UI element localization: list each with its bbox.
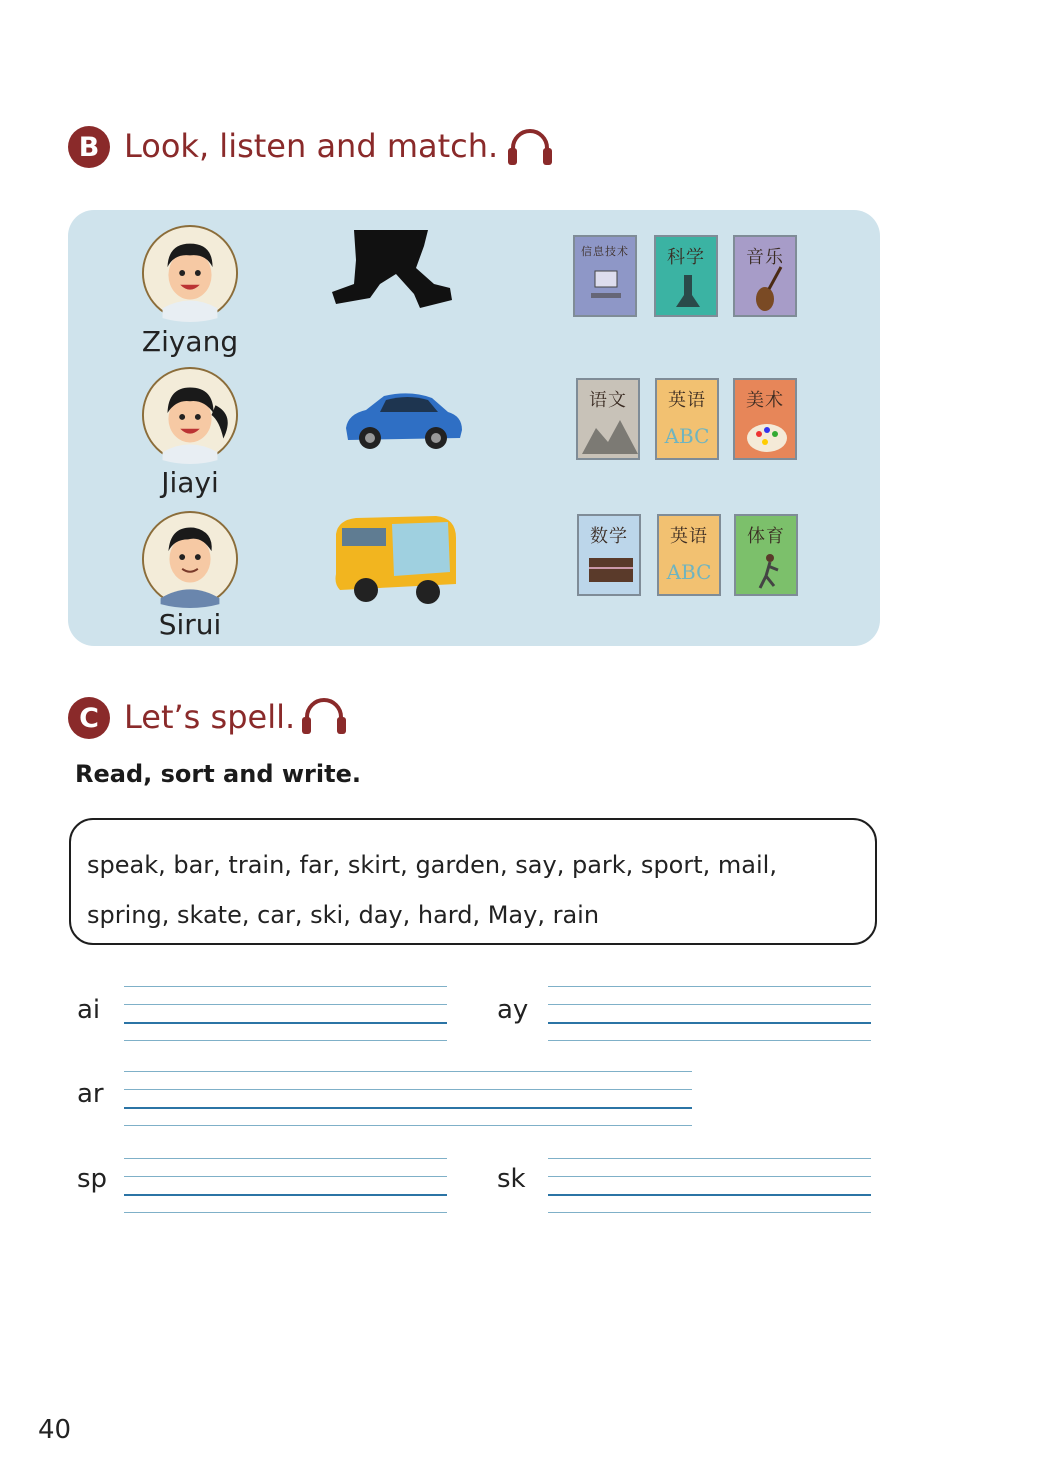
- instruction: Read, sort and write.: [75, 760, 361, 788]
- sort-label-sp: sp: [77, 1164, 108, 1194]
- book-english[interactable]: 英语 ABC: [655, 378, 719, 460]
- headphones-icon[interactable]: [505, 128, 555, 168]
- word-bank-line: spring, skate, car, ski, day, hard, May, rain: [87, 901, 600, 929]
- book-math[interactable]: 数学: [577, 514, 641, 596]
- section-c-title: Let’s spell.: [124, 698, 296, 736]
- writing-lines-ai[interactable]: [124, 986, 447, 1042]
- headphones-icon[interactable]: [299, 697, 349, 737]
- section-c-badge: C: [68, 697, 110, 739]
- child-name: Ziyang: [141, 325, 239, 358]
- writing-lines-ay[interactable]: [548, 986, 871, 1042]
- word-bank-line: speak, bar, train, far, skirt, garden, say, park, sport, mail,: [87, 851, 777, 879]
- writing-lines-sp[interactable]: [124, 1158, 447, 1214]
- writing-lines-ar[interactable]: [124, 1071, 692, 1127]
- girl-avatar-jiayi: [141, 366, 239, 464]
- book-english[interactable]: 英语 ABC: [657, 514, 721, 596]
- boy-avatar-ziyang: [141, 224, 239, 322]
- book-art[interactable]: 美术: [733, 378, 797, 460]
- book-music[interactable]: 音乐: [733, 235, 797, 317]
- child-name: Sirui: [158, 608, 222, 641]
- bus-icon[interactable]: [332, 514, 460, 606]
- child-name: Jiayi: [161, 466, 219, 499]
- page-number: 40: [38, 1415, 72, 1445]
- sort-label-ay: ay: [497, 995, 529, 1025]
- sort-label-ar: ar: [77, 1079, 104, 1109]
- walking-legs-icon[interactable]: [330, 228, 456, 312]
- writing-lines-sk[interactable]: [548, 1158, 871, 1214]
- book-info-tech[interactable]: 信息技术: [573, 235, 637, 317]
- car-icon[interactable]: [340, 388, 466, 454]
- boy-avatar-sirui: [141, 510, 239, 608]
- book-chinese[interactable]: 语文: [576, 378, 640, 460]
- section-b-badge: B: [68, 126, 110, 168]
- book-science[interactable]: 科学: [654, 235, 718, 317]
- book-pe[interactable]: 体育: [734, 514, 798, 596]
- sort-label-ai: ai: [77, 995, 101, 1025]
- section-b-title: Look, listen and match.: [124, 127, 499, 165]
- word-bank: [69, 818, 877, 945]
- sort-label-sk: sk: [497, 1164, 526, 1194]
